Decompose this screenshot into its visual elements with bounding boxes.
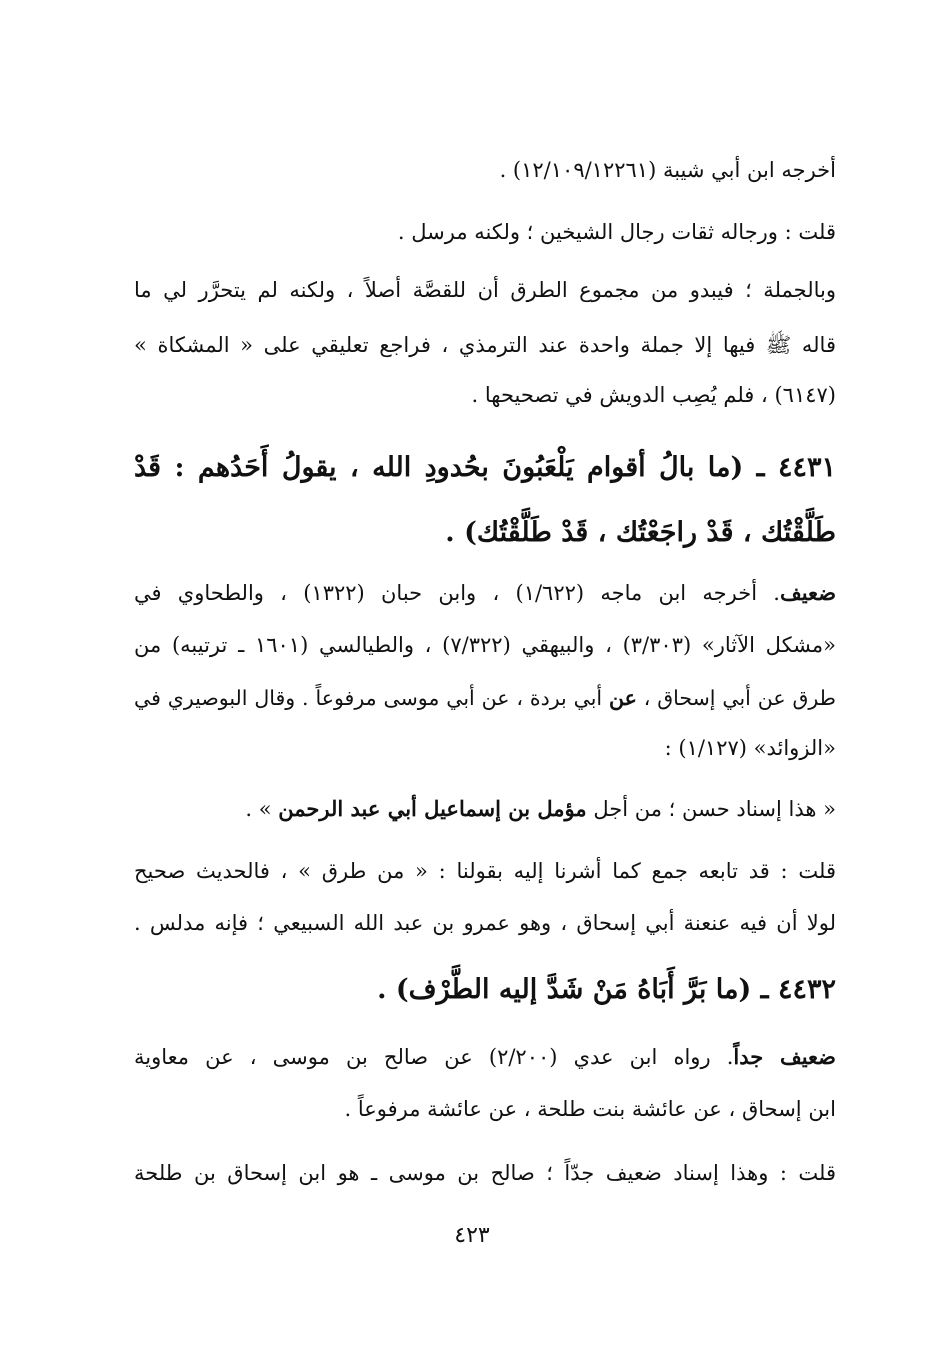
page-number: ٤٢٣ [454,1223,490,1248]
line-text: قلت : قد تابعه جمع كما أشرنا إليه بقولنا : « من طرق » ، فالحديث صحيح [134,859,836,883]
line-text: قلت : ورجاله ثقات رجال الشيخين ؛ ولكنه مرسل . [397,220,836,244]
line-text: قاله ﷺ فيها إلا جملة واحدة عند الترمذي ، فراجع تعليقي على « المشكاة » [134,333,836,357]
hadith-4432-heading [134,964,836,1016]
bold-word: عن [608,686,637,710]
text-line-13 [134,851,836,891]
line-text: أخرجه ابن أبي شيبة (١٢/١٠٩/١٢٢٦١) . [499,158,836,182]
line-text: «الزوائد» (١/١٢٧) : [664,736,836,760]
text-line-9 [134,625,836,665]
line-text: قلت : وهذا إسناد ضعيف جدّاً ؛ صالح بن موسى ـ هو ابن إسحاق بن طلحة [134,1161,836,1185]
text-line-8 [134,573,836,613]
line-text: لولا أن فيه عنعنة أبي إسحاق ، وهو عمرو بن عبد الله السبيعي ؛ فإنه مدلس . [134,911,836,935]
narrator-name: مؤمل بن إسماعيل أبي عبد الرحمن [278,796,587,821]
line-text: وبالجملة ؛ فيبدو من مجموع الطرق أن للقصَّة أصلاً ، ولكنه لم يتحرَّر لي ما [134,278,836,302]
text-line-18 [134,1153,836,1193]
line-text: « هذا إسناد حسن ؛ من أجل [586,797,836,821]
line-text: «مشكل الآثار» (٣/٣٠٣) ، والبيهقي (٧/٣٢٢) ، والطيالسي (١٦٠١ ـ ترتيبه) من [134,633,836,657]
line-text: . أخرجه ابن ماجه (١/٦٢٢) ، وابن حبان (١٣٢٢) ، والطحاوي في [134,581,780,605]
grading-label: ضعيف [779,580,836,605]
line-text: . رواه ابن عدي (٢/٢٠٠) عن صالح بن موسى ، عن معاوية [134,1045,734,1069]
text-line-14 [134,903,836,943]
line-text: ابن إسحاق ، عن عائشة بنت طلحة ، عن عائشة مرفوعاً . [344,1097,836,1121]
text-line-16 [134,1037,836,1077]
line-text: » . [245,797,279,821]
hadith-text: ٤٤٣١ ـ (ما بالُ أقوام يَلْعَبُونَ بحُدودِ الله ، يقولُ أَحَدُهم : قَدْ [134,452,836,483]
text-line-10 [134,678,836,718]
line-text: أبي بردة ، عن أبي موسى مرفوعاً . وقال البوصيري في [134,686,609,710]
hadith-text: طَلَّقْتُك ، قَدْ راجَعْتُك ، قَدْ طَلَّقْتُك) . [445,517,836,548]
hadith-4431-heading-line-1 [134,442,836,494]
text-line-2 [134,212,836,252]
text-line-17 [134,1089,836,1129]
hadith-text: ٤٤٣٢ ـ (ما بَرَّ أَبَاهُ مَنْ شَدَّ إليه الطَّرْف) . [377,974,836,1005]
text-line-3 [134,270,836,310]
grading-label: ضعيف جداً [733,1044,836,1069]
text-line-1 [134,150,836,190]
text-line-11 [134,728,836,768]
quote-line [134,789,836,829]
text-line-5 [134,375,836,415]
hadith-4431-heading-line-2 [134,507,836,559]
text-line-4 [134,325,836,365]
line-text: (٦١٤٧) ، فلم يُصِب الدويش في تصحيحها . [471,383,836,407]
line-text: طرق عن أبي إسحاق ، [636,686,836,710]
